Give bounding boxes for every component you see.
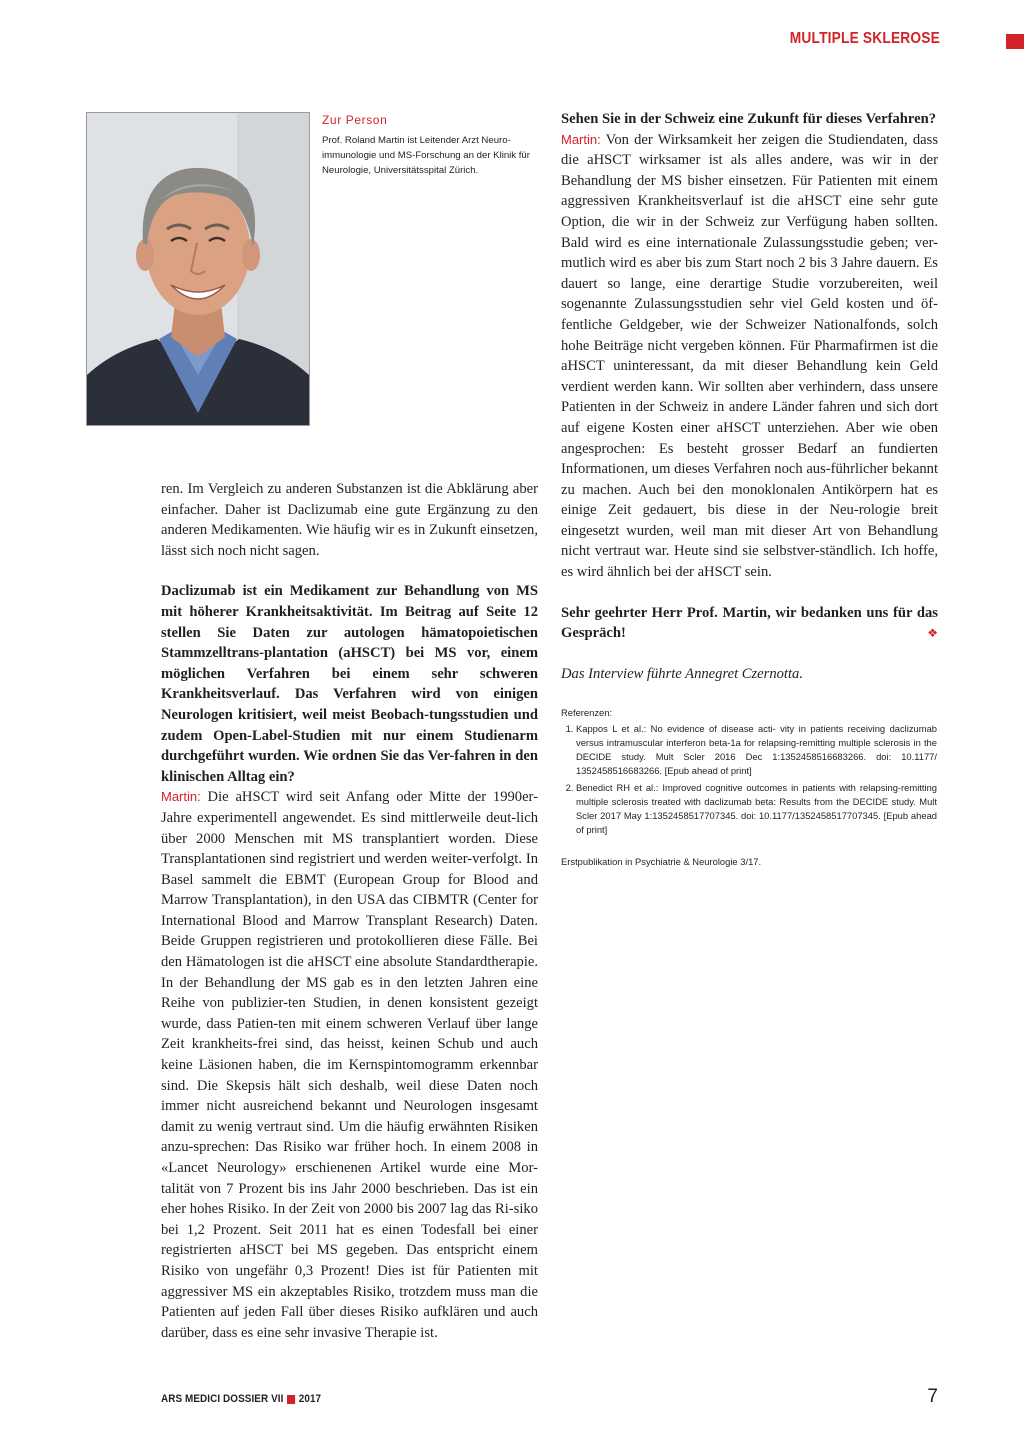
section-title: MULTIPLE SKLEROSE <box>789 30 940 47</box>
reference-item: 2. Benedict RH et al.: Improved cognitive outcomes in patients with relapsing-remitting multiple sclerosis treated with daclizumab beta: Results from the DECIDE study. Mult Scler 2017 May 1:1352458517707345. doi: 10.1177/1352458517707345. [Epub ahead of print] <box>576 781 937 837</box>
question-text: Daclizumab ist ein Medikament zur Behandlung von MS mit höherer Krankheitsaktivität. Im Beitrag auf Seite 12 stellen Sie Daten zur autologen hämatopoietischen Stammzelltrans-plantation (aHSCT) bei MS vor, einem möglichen Verfahren bei einem sehr schweren Krankheitsverlauf. Das Verfahren wird von einigen Neurologen kritisiert, weil meist Beobach-tungsstudien und zudem Open-Label-Studien mit nur einem Studienarm durchgeführt wurden. Wie ordnen Sie das Ver-fahren in den klinischen Alltag ein? <box>161 583 538 785</box>
first-publication-note: Erstpublikation in Psychiatrie & Neurologie 3/17. <box>561 856 762 867</box>
answer-switzerland <box>561 130 938 583</box>
journal-name: ARS MEDICI DOSSIER VII <box>161 1393 284 1405</box>
person-heading: Zur Person <box>322 113 388 127</box>
footer-marker <box>287 1395 295 1404</box>
person-info <box>322 113 540 178</box>
journal-year: 2017 <box>298 1393 322 1405</box>
question-ahsct <box>161 581 538 787</box>
left-column <box>161 479 538 1343</box>
closing-text: Sehr geehrter Herr Prof. Martin, wir bedanken uns für das Gespräch! <box>561 604 938 642</box>
person-description: Prof. Roland Martin ist Leitender Arzt Neuro-immunologie und MS-Forschung an der Klinik für Neurologie, Universitätsspital Zürich. <box>322 135 530 176</box>
closing-thanks <box>561 603 938 644</box>
answer-text: Die aHSCT wird seit Anfang oder Mitte der 1990er-Jahre experimentell angewendet. Es sind mittlerweile deut-lich über 2000 Menschen mit MS transplantiert worden. Diese Transplantationen sind registriert und werden weiter-verfolgt. In Basel sammelt die EBMT (European Group for Blood and Marrow Transplantation), in den USA das CIBMTR (Center for International Blood and Marrow Transplant Research) Daten. Beide Gruppen registrieren und protokollieren diese Fälle. Bei den Hämatologen ist die aHSCT eine absolute Standardtherapie. In der Behandlung der MS gab es in den letzten Jahren eine Reihe von publizier-ten Studien, in denen konsistent gezeigt wurde, dass Patien-ten mit einem schweren Verlauf über lange Zeit krankheits-frei sind, das heisst, keinen Schub und auch keine Läsionen haben, die im Kernspintomogramm erkennbar sind. Die Skepsis hält sich deshalb, weil diese Daten noch immer nicht ausreichend bekannt und Neurologen insgesamt damit zu wenig vertraut sind. Um die häufig erwähnten Risiken anzu-sprechen: Das Risiko war früher hoch. In einem 2008 in «Lancet Neurology» erschienenen Artikel wurde eine Mor-talität von 7 Prozent bis ins Jahr 2000 beschrieben. Das ist ein eher hohes Risiko. In der Zeit von 2000 bis 2007 lag das Ri-siko bei 1,2 Prozent. Seit 2011 hat es einen Todesfall bei einer registrierten aHSCT bei MS gegeben. Das entspricht einem Risiko von ungefähr 0,3 Prozent! Dies ist für Patienten mit aggressiver MS ein akzeptables Risiko, trotzdem muss man die Patienten auf jeden Fall über dieses Risiko aufklären und auch darüber, dass es eine sehr invasive Therapie ist. <box>161 789 538 1341</box>
reference-item: 1. Kappos L et al.: No evidence of disease acti- vity in patients receiving daclizumab versus intramuscular interferon beta-1a for relapsing-remitting multiple sclerosis in the DECIDE study. Mult Scler 2016 Dec 1:1352458516683266. doi: 10.1177/ 1352458516683266. [Epub ahead of print] <box>576 722 937 778</box>
answer-text: Von der Wirksamkeit her zeigen die Studiendaten, dass die aHSCT wirksamer ist als alles andere, was wir in der Behandlung der MS bisher einsetzen. Für Patienten mit einem aggressiven Krankheitsverlauf ist die aHSCT eine sehr gute Option, die wir in der Schweiz zur Verfügung haben sollten. Bald wird es eine internationale Zulassungsstudie geben; ver-mutlich wird es aber bis zum Start noch 2 bis 3 Jahre dauern. Es dauert so lange, eine derartige Studie vorzubereiten, weil sogenannte Zulassungsstudien sehr viel Geld kosten und öf-fentliche Geldgeber, wie der Schweizer Nationalfonds, solch hohe Beiträge nicht vergeben können. Für Pharmafirmen ist die aHSCT uninteressant, da mit dieser Behandlung kein Geld verdient werden kann. Wir sollten aber verhindern, dass unsere Patienten in der Schweiz in andere Länder fahren und sich dort auf eigene Kosten einer aHSCT unterziehen. Aber wie oben angesprochen: Es besteht grosser Bedarf an fundierten Informationen, um dieses Verfahren noch aus-führlicher bekannt zu machen. Auch bei den monoklonalen Antikörpern hat es einige Zeit gedauert, bis diese in der Neu-rologie breit eingesetzt wurden, weil man mit dieser Art von Behandlung nicht vertraut war. Heute sind sie selbstver-ständlich. Ich hoffe, es wird ähnlich bei der aHSCT sein. <box>561 131 939 581</box>
end-mark-icon: ❖ <box>927 626 938 641</box>
intro-paragraph: ren. Im Vergleich zu anderen Substanzen ist die Abklärung aber einfacher. Daher ist Daclizumab eine gute Ergänzung zu den anderen Medikamenten. Wie häufig wir es in Zukunft einsetzen, lässt sich noch nicht sagen. <box>161 481 538 559</box>
portrait-photo <box>86 112 310 426</box>
answer-ahsct <box>161 787 538 1343</box>
references-heading: Referenzen: <box>561 707 613 718</box>
page-number: 7 <box>927 1386 938 1407</box>
speaker-label: Martin: <box>161 789 201 805</box>
header-marker <box>1006 34 1024 49</box>
question-text: Sehen Sie in der Schweiz eine Zukunft für dieses Verfahren? <box>561 111 937 127</box>
references-list <box>561 722 937 837</box>
footer-journal <box>161 1393 321 1405</box>
question-switzerland <box>561 109 938 130</box>
references <box>561 706 937 869</box>
right-column <box>561 109 938 684</box>
speaker-label: Martin: <box>561 131 601 147</box>
interview-credit: Das Interview führte Annegret Czernotta. <box>561 665 803 682</box>
